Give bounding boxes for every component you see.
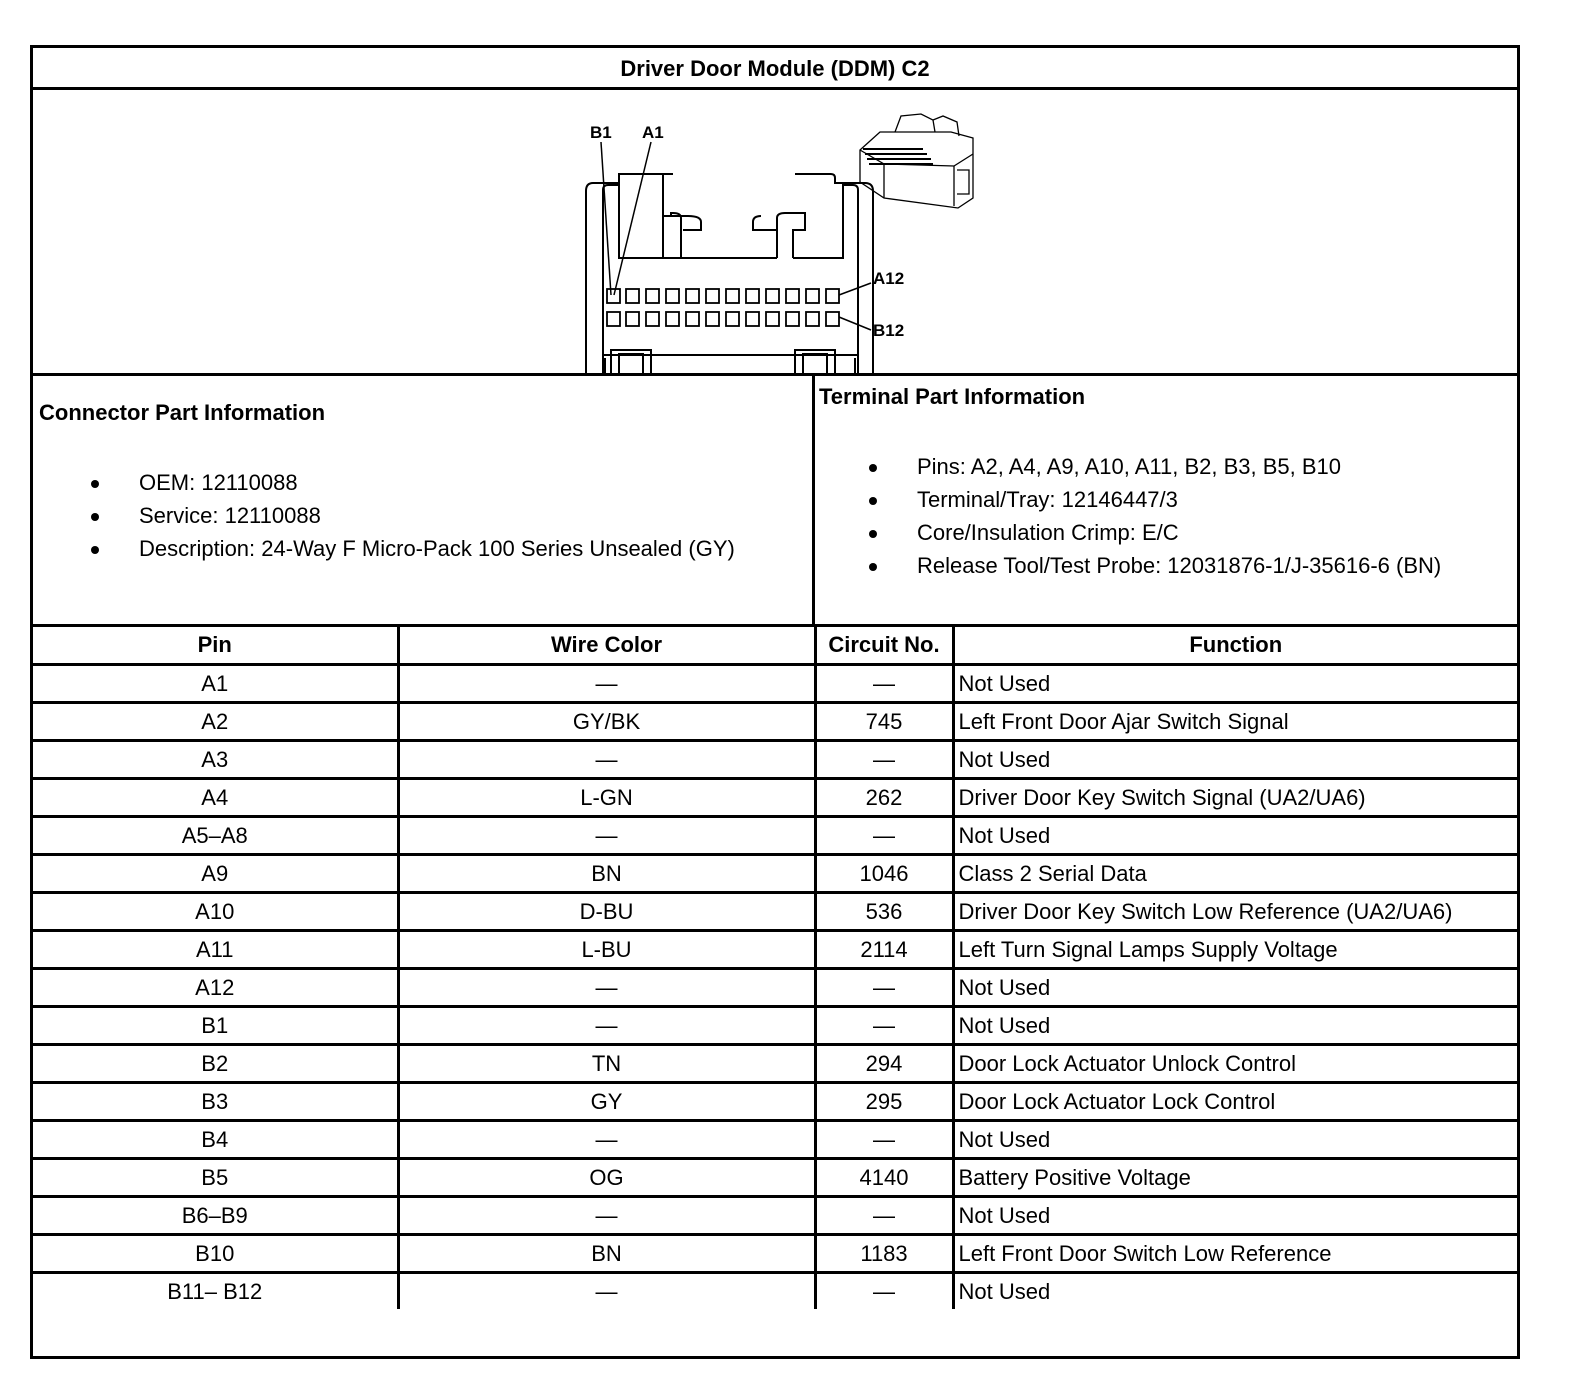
cell-circuit-no: — — [815, 1197, 953, 1235]
bullet-icon — [91, 513, 99, 521]
terminal-info-list — [815, 450, 1441, 582]
list-item: Core/Insulation Crimp: E/C — [815, 516, 1441, 549]
cell-circuit-no: — — [815, 665, 953, 703]
cell-circuit-no: 536 — [815, 893, 953, 931]
cell-pin: B10 — [33, 1235, 398, 1273]
cell-function: Not Used — [953, 817, 1517, 855]
list-item: Pins: A2, A4, A9, A10, A11, B2, B3, B5, B10 — [815, 450, 1441, 483]
label-b12: B12 — [873, 321, 905, 340]
cell-circuit-no: — — [815, 741, 953, 779]
header-function: Function — [953, 626, 1517, 665]
cell-wire-color: BN — [398, 1235, 815, 1273]
cell-wire-color: — — [398, 969, 815, 1007]
cell-pin: A2 — [33, 703, 398, 741]
table-row — [33, 741, 1517, 779]
cell-circuit-no: 262 — [815, 779, 953, 817]
list-item: Terminal/Tray: 12146447/3 — [815, 483, 1441, 516]
cell-function: Battery Positive Voltage — [953, 1159, 1517, 1197]
cell-function: Not Used — [953, 969, 1517, 1007]
cell-wire-color: L-BU — [398, 931, 815, 969]
cell-pin: A12 — [33, 969, 398, 1007]
bullet-icon — [869, 464, 877, 472]
label-a12: A12 — [873, 269, 905, 288]
cell-pin: B1 — [33, 1007, 398, 1045]
cell-circuit-no: 294 — [815, 1045, 953, 1083]
table-row — [33, 1007, 1517, 1045]
cell-function: Left Turn Signal Lamps Supply Voltage — [953, 931, 1517, 969]
cell-wire-color: — — [398, 741, 815, 779]
terminal-part-info — [815, 376, 1520, 624]
table-row — [33, 969, 1517, 1007]
cell-wire-color: GY — [398, 1083, 815, 1121]
table-row — [33, 1045, 1517, 1083]
cell-wire-color: BN — [398, 855, 815, 893]
cell-pin: B5 — [33, 1159, 398, 1197]
page-title: Driver Door Module (DDM) C2 — [33, 48, 1517, 90]
cell-circuit-no: 4140 — [815, 1159, 953, 1197]
cell-pin: A3 — [33, 741, 398, 779]
label-b1: B1 — [590, 123, 612, 142]
cell-pin: A11 — [33, 931, 398, 969]
cell-circuit-no: — — [815, 817, 953, 855]
table-row — [33, 893, 1517, 931]
table-row — [33, 1273, 1517, 1310]
cell-pin: B11– B12 — [33, 1273, 398, 1310]
cell-wire-color: — — [398, 1273, 815, 1310]
cell-function: Left Front Door Switch Low Reference — [953, 1235, 1517, 1273]
cell-function: Door Lock Actuator Unlock Control — [953, 1045, 1517, 1083]
cell-circuit-no: 1183 — [815, 1235, 953, 1273]
cell-wire-color: GY/BK — [398, 703, 815, 741]
table-row — [33, 1083, 1517, 1121]
cell-function: Not Used — [953, 1273, 1517, 1310]
cell-wire-color: L-GN — [398, 779, 815, 817]
table-row — [33, 817, 1517, 855]
list-item: Description: 24-Way F Micro-Pack 100 Series Unsealed (GY) — [39, 532, 735, 565]
cell-function: Not Used — [953, 1197, 1517, 1235]
cell-pin: B2 — [33, 1045, 398, 1083]
terminal-info-heading: Terminal Part Information — [819, 384, 1086, 409]
list-item: Service: 12110088 — [39, 499, 735, 532]
cell-circuit-no: 295 — [815, 1083, 953, 1121]
table-row — [33, 931, 1517, 969]
header-circuit-no: Circuit No. — [815, 626, 953, 665]
cell-circuit-no: 2114 — [815, 931, 953, 969]
table-row — [33, 1121, 1517, 1159]
table-header-row — [33, 626, 1517, 665]
table-row — [33, 665, 1517, 703]
cell-pin: B4 — [33, 1121, 398, 1159]
header-pin: Pin — [33, 626, 398, 665]
connector-part-info — [33, 376, 815, 624]
bullet-icon — [869, 563, 877, 571]
table-row — [33, 1235, 1517, 1273]
cell-circuit-no: — — [815, 1273, 953, 1310]
cell-function: Not Used — [953, 1007, 1517, 1045]
cell-function: Door Lock Actuator Lock Control — [953, 1083, 1517, 1121]
table-row — [33, 779, 1517, 817]
cell-pin: B6–B9 — [33, 1197, 398, 1235]
table-row — [33, 1197, 1517, 1235]
cell-function: Not Used — [953, 665, 1517, 703]
cell-wire-color: TN — [398, 1045, 815, 1083]
table-row — [33, 1159, 1517, 1197]
list-item: Release Tool/Test Probe: 12031876-1/J-35616-6 (BN) — [815, 549, 1441, 582]
cell-circuit-no: — — [815, 1007, 953, 1045]
cell-circuit-no: — — [815, 969, 953, 1007]
cell-pin: A1 — [33, 665, 398, 703]
cell-function: Driver Door Key Switch Low Reference (UA2/UA6) — [953, 893, 1517, 931]
cell-function: Class 2 Serial Data — [953, 855, 1517, 893]
cell-circuit-no: — — [815, 1121, 953, 1159]
bullet-icon — [91, 480, 99, 488]
connector-info-list — [39, 466, 735, 565]
cell-circuit-no: 745 — [815, 703, 953, 741]
cell-wire-color: — — [398, 1121, 815, 1159]
cell-wire-color: OG — [398, 1159, 815, 1197]
pinout-table — [33, 624, 1517, 1309]
cell-wire-color: — — [398, 1197, 815, 1235]
cell-function: Not Used — [953, 741, 1517, 779]
cell-wire-color: — — [398, 817, 815, 855]
list-item: OEM: 12110088 — [39, 466, 735, 499]
cell-pin: A9 — [33, 855, 398, 893]
cell-function: Driver Door Key Switch Signal (UA2/UA6) — [953, 779, 1517, 817]
cell-circuit-no: 1046 — [815, 855, 953, 893]
connector-diagram — [33, 90, 1517, 376]
bullet-icon — [869, 530, 877, 538]
connector-sheet — [30, 45, 1520, 1359]
table-row — [33, 703, 1517, 741]
connector-face-view-icon — [33, 90, 1517, 373]
cell-pin: A4 — [33, 779, 398, 817]
bullet-icon — [91, 546, 99, 554]
label-a1: A1 — [642, 123, 664, 142]
cell-wire-color: D-BU — [398, 893, 815, 931]
cell-wire-color: — — [398, 1007, 815, 1045]
cell-function: Left Front Door Ajar Switch Signal — [953, 703, 1517, 741]
header-wire-color: Wire Color — [398, 626, 815, 665]
cell-pin: A10 — [33, 893, 398, 931]
cell-function: Not Used — [953, 1121, 1517, 1159]
connector-info-heading: Connector Part Information — [39, 400, 326, 425]
cell-pin: A5–A8 — [33, 817, 398, 855]
bullet-icon — [869, 497, 877, 505]
cell-pin: B3 — [33, 1083, 398, 1121]
cell-wire-color: — — [398, 665, 815, 703]
table-row — [33, 855, 1517, 893]
